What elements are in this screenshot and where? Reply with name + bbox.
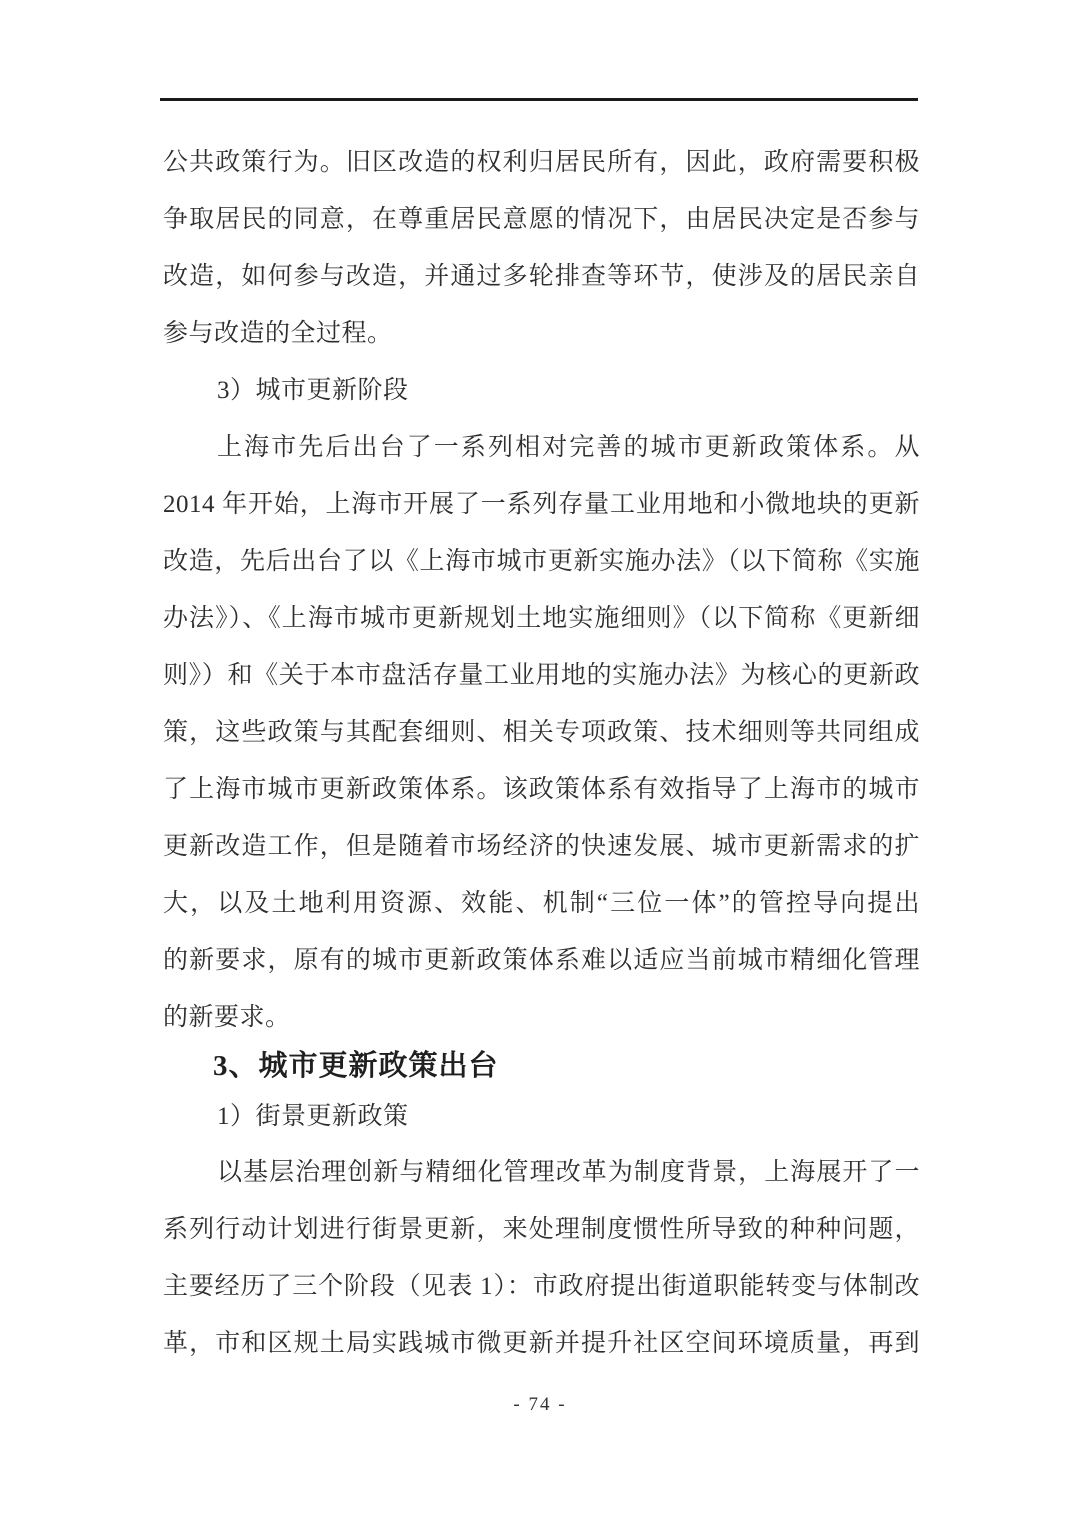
subsection-heading: 1）街景更新政策 [217, 1103, 409, 1130]
body-line: 办法》）、《上海市城市更新规划土地实施细则》（以下简称《更新细 [163, 605, 920, 632]
page-number: - 74 - [513, 1394, 567, 1415]
subsection-heading: 3）城市更新阶段 [217, 377, 409, 404]
body-line: 公共政策行为。旧区改造的权利归居民所有，因此，政府需要积极 [163, 149, 920, 176]
content-column [163, 134, 920, 1372]
body-line: 上海市先后出台了一系列相对完善的城市更新政策体系。从 [217, 434, 920, 461]
body-line: 策，这些政策与其配套细则、相关专项政策、技术细则等共同组成 [163, 719, 920, 746]
body-line: 更新改造工作，但是随着市场经济的快速发展、城市更新需求的扩 [163, 833, 920, 860]
body-line: 争取居民的同意，在尊重居民意愿的情况下，由居民决定是否参与 [163, 206, 920, 233]
body-line: 2014 年开始，上海市开展了一系列存量工业用地和小微地块的更新 [163, 491, 920, 518]
body-line: 以基层治理创新与精细化管理改革为制度背景，上海展开了一 [217, 1159, 920, 1186]
body-line: 改造，如何参与改造，并通过多轮排查等环节，使涉及的居民亲自 [163, 263, 920, 290]
body-line: 主要经历了三个阶段（见表 1）：市政府提出街道职能转变与体制改 [163, 1273, 920, 1300]
body-line: 改造，先后出台了以《上海市城市更新实施办法》（以下简称《实施 [163, 548, 920, 575]
body-line: 大，以及土地利用资源、效能、机制“三位一体”的管控导向提出 [163, 890, 920, 917]
body-line: 则》）和《关于本市盘活存量工业用地的实施办法》为核心的更新政 [163, 662, 920, 689]
body-line: 系列行动计划进行街景更新，来处理制度惯性所导致的种种问题， [163, 1216, 920, 1243]
body-line: 革，市和区规土局实践城市微更新并提升社区空间环境质量，再到 [163, 1330, 920, 1357]
header-rule [160, 98, 918, 101]
body-line: 的新要求，原有的城市更新政策体系难以适应当前城市精细化管理 [163, 947, 920, 974]
body-line: 参与改造的全过程。 [163, 320, 393, 347]
body-line: 的新要求。 [163, 1004, 291, 1031]
section-heading: 3、城市更新政策出台 [213, 1050, 499, 1082]
body-line: 了上海市城市更新政策体系。该政策体系有效指导了上海市的城市 [163, 776, 920, 803]
